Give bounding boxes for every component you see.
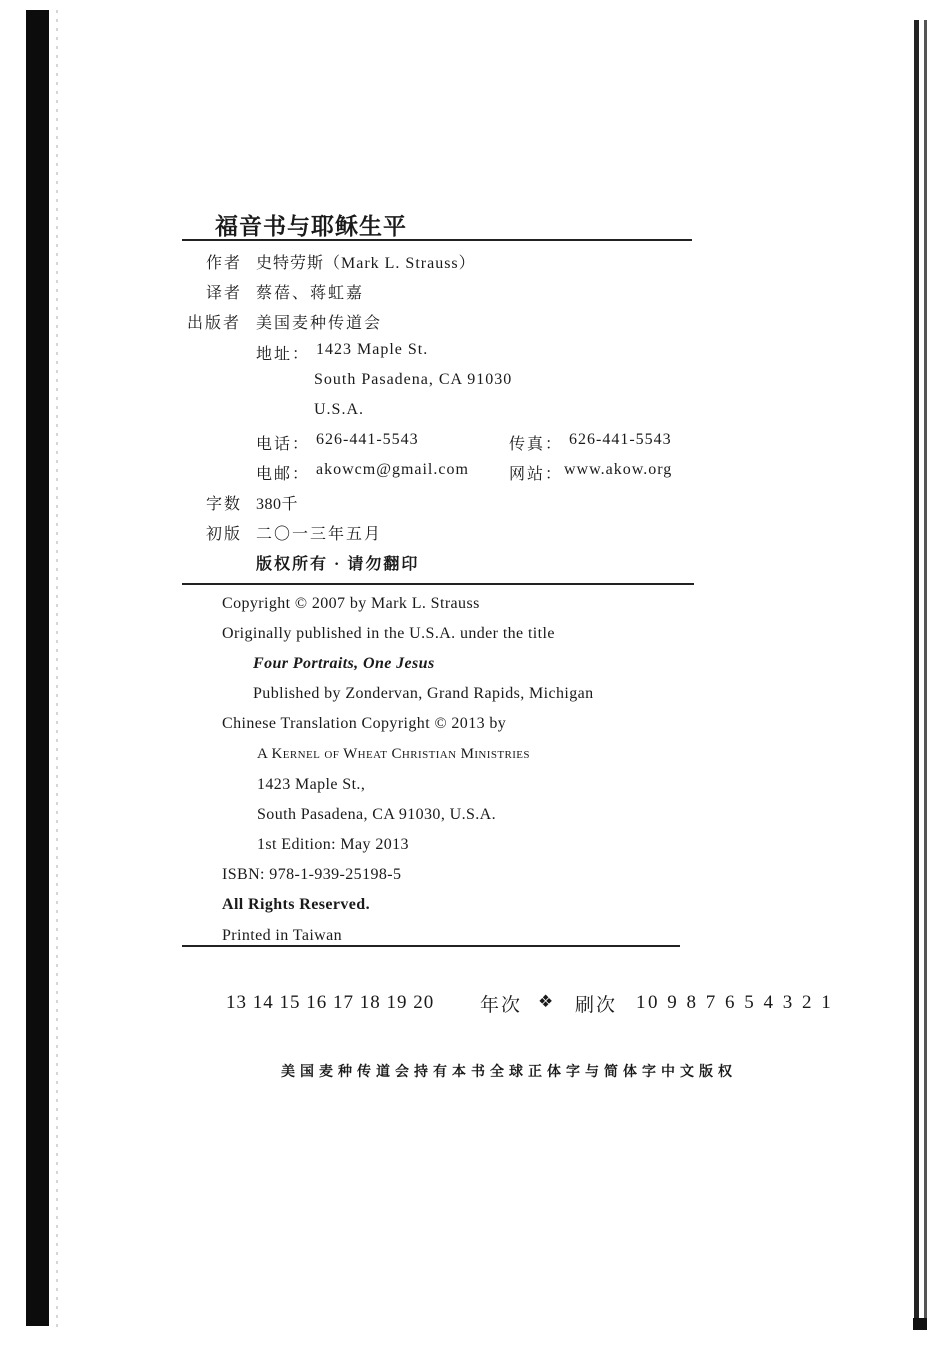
printing-years: 13 14 15 16 17 18 19 20 bbox=[226, 992, 435, 1013]
print-numbers: 10 9 8 7 6 5 4 3 2 1 bbox=[636, 992, 834, 1013]
fax-value: 626-441-5543 bbox=[569, 431, 672, 448]
scan-right-edge bbox=[914, 20, 919, 1330]
bottom-rule bbox=[182, 945, 680, 947]
first-edition-label: 初版 bbox=[206, 526, 243, 543]
printed-in-line: Printed in Taiwan bbox=[222, 927, 343, 944]
copyright-line: Copyright © 2007 by Mark L. Strauss bbox=[222, 595, 480, 612]
title-rule bbox=[182, 239, 692, 241]
author-label: 作者 bbox=[206, 255, 243, 272]
scan-right-corner bbox=[913, 1318, 927, 1330]
print-label: 刷次 bbox=[575, 995, 618, 1016]
book-title: 福音书与耶稣生平 bbox=[215, 214, 407, 239]
chinese-copyright-line: Chinese Translation Copyright © 2013 by bbox=[222, 715, 507, 732]
scan-right-edge-shadow bbox=[924, 20, 927, 1330]
address-label: 地址： bbox=[256, 346, 311, 363]
website-value: www.akow.org bbox=[564, 461, 673, 478]
year-label: 年次 bbox=[480, 995, 523, 1016]
email-label: 电邮： bbox=[256, 466, 311, 483]
translator-value: 蔡蓓、蒋虹嘉 bbox=[256, 285, 365, 302]
published-by-line: Published by Zondervan, Grand Rapids, Michigan bbox=[253, 685, 594, 702]
footer-rights-statement: 美国麦种传道会持有本书全球正体字与简体字中文版权 bbox=[281, 1065, 737, 1080]
word-count-value: 380千 bbox=[256, 496, 299, 513]
email-value: akowcm@gmail.com bbox=[316, 461, 469, 478]
address-line-1: 1423 Maple St. bbox=[316, 341, 429, 358]
translator-label: 译者 bbox=[206, 285, 243, 302]
first-edition-value: 二〇一三年五月 bbox=[256, 526, 383, 543]
rights-notice-cn: 版权所有 · 请勿翻印 bbox=[256, 556, 420, 573]
all-rights-reserved: All Rights Reserved. bbox=[222, 896, 370, 913]
phone-value: 626-441-5543 bbox=[316, 431, 419, 448]
printing-separator-icon: ❖ bbox=[538, 992, 554, 1011]
ministry-address-2: South Pasadena, CA 91030, U.S.A. bbox=[257, 806, 497, 823]
website-label: 网站： bbox=[509, 466, 564, 483]
ministry-name: A Kernel of Wheat Christian Ministries bbox=[257, 746, 530, 762]
phone-label: 电话： bbox=[256, 436, 311, 453]
scan-left-fringe bbox=[56, 10, 58, 1330]
word-count-label: 字数 bbox=[206, 496, 243, 513]
rights-rule bbox=[182, 583, 694, 585]
address-line-3: U.S.A. bbox=[314, 401, 365, 418]
author-value: 史特劳斯（Mark L. Strauss） bbox=[256, 255, 476, 272]
address-line-2: South Pasadena, CA 91030 bbox=[314, 371, 513, 388]
edition-line: 1st Edition: May 2013 bbox=[257, 836, 409, 853]
originally-published-line: Originally published in the U.S.A. under the title bbox=[222, 625, 555, 642]
scan-left-edge bbox=[26, 10, 49, 1326]
isbn-line: ISBN: 978-1-939-25198-5 bbox=[222, 866, 402, 883]
original-title: Four Portraits, One Jesus bbox=[253, 655, 435, 672]
publisher-label: 出版者 bbox=[187, 315, 242, 332]
fax-label: 传真： bbox=[509, 436, 564, 453]
ministry-address-1: 1423 Maple St., bbox=[257, 776, 366, 793]
publisher-value: 美国麦种传道会 bbox=[256, 315, 383, 332]
